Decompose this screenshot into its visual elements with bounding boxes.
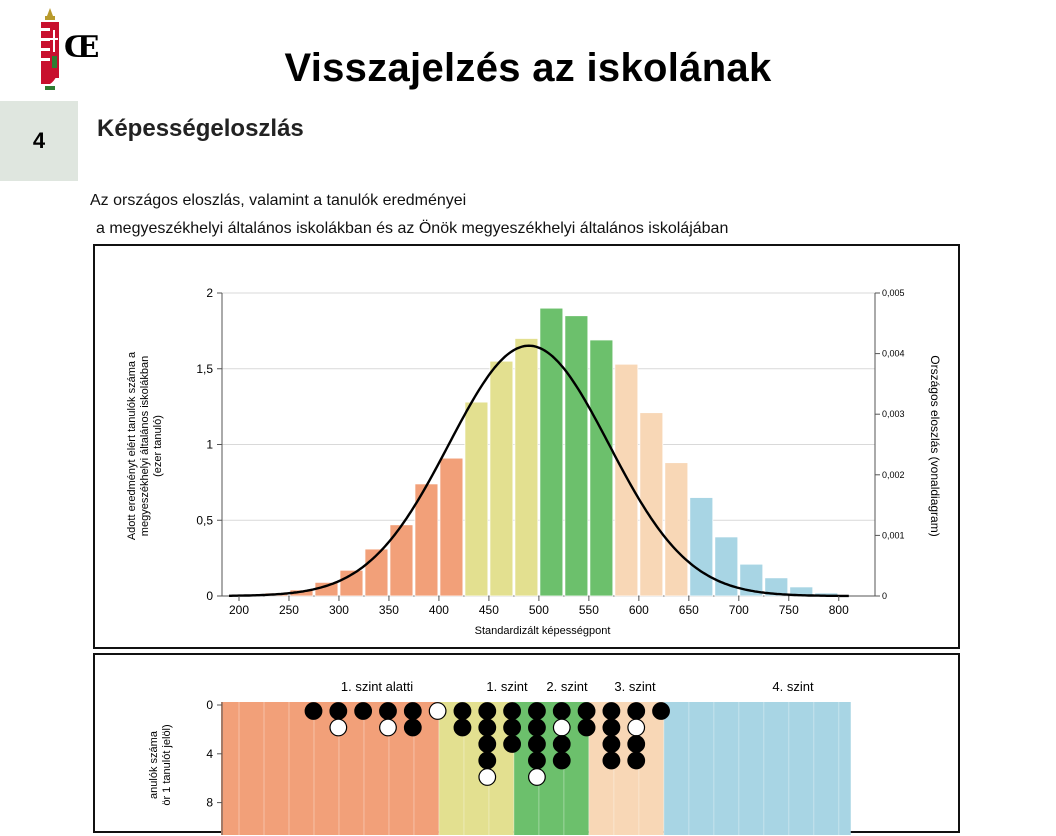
y-axis-title [148,724,173,805]
student-dot-filled [529,719,546,736]
page-title: Visszajelzés az iskolának [284,46,772,90]
student-dot-filled [355,703,372,720]
level-band [589,702,664,835]
student-dot-filled [479,719,496,736]
y2-tick-label: 0,003 [882,409,905,420]
y-axis-title-line: anulók száma [148,731,160,799]
x-tick-label: 200 [228,603,250,617]
y-tick-label: 0,5 [196,513,213,528]
chart-description-line-1: Az országos eloszlás, valamint a tanulók eredményei [90,192,467,209]
histogram-bar [540,308,563,596]
logo-text: Œ [64,30,100,65]
student-dot-filled [504,736,521,753]
x-tick-label: 750 [778,603,799,617]
student-dot-filled [553,752,570,769]
y-axis-title-line: Adott eredményt elért tanulók száma a [126,351,138,541]
dot-chart-panel [93,653,960,833]
histogram-bar [665,463,688,596]
level-band [514,702,589,835]
section-number: 4 [32,128,46,153]
x-tick-label: 550 [578,603,599,617]
student-dot-filled [628,736,645,753]
student-dot-filled [380,703,397,720]
y-tick-label: 1,5 [196,361,213,376]
histogram-chart [95,246,958,647]
level-label: 1. szint alatti [340,679,414,694]
student-dot-filled [504,703,521,720]
level-label: 1. szint [486,679,528,694]
student-dot-filled [454,703,471,720]
y2-tick-label: 0,002 [882,469,905,480]
y-tick-label: 2 [206,286,213,300]
student-dot-hollow [529,769,546,786]
y-tick-label: 0 [206,589,213,603]
y2-axis-title: Országos eloszlás (vonaldiagram) [928,355,942,537]
student-dot-filled [330,703,347,720]
student-dot-filled [578,703,595,720]
distribution-curve [229,346,849,596]
student-dot-filled [454,719,471,736]
student-dot-filled [405,703,422,720]
histogram-bar [465,402,488,596]
y-axis-title-line: ör 1 tanulót jelöl) [161,724,173,806]
histogram-bar [615,364,638,596]
student-dot-hollow [429,703,446,720]
y-tick-label: 0 [206,698,213,712]
histogram-panel [93,244,960,649]
chart-description-line-2: a megyeszékhelyi általános iskolákban és az Önök megyeszékhelyi általános iskolájában [96,220,729,237]
student-dot-filled [628,752,645,769]
histogram-bar [515,338,538,596]
x-tick-label: 450 [478,603,499,617]
student-dot-filled [529,703,546,720]
level-label: 2. szint [546,679,588,694]
section-title: Képességeloszlás [97,115,304,142]
student-dot-filled [578,719,595,736]
x-tick-label: 250 [278,603,299,617]
x-tick-label: 600 [628,603,649,617]
student-dot-filled [603,752,620,769]
y-axis-title [126,351,164,540]
student-dot-filled [405,719,422,736]
y2-tick-label: 0,004 [882,348,905,359]
student-dot-hollow [553,719,570,736]
student-dot-hollow [479,769,496,786]
y2-tick-label: 0 [882,591,888,601]
x-tick-label: 500 [528,603,549,617]
student-dot-filled [553,703,570,720]
student-dot-filled [603,736,620,753]
student-dot-filled [603,703,620,720]
y-tick-label: 1 [206,437,213,452]
student-dot-filled [553,736,570,753]
dot-chart [95,655,958,831]
student-dot-filled [628,703,645,720]
histogram-bar [440,458,463,596]
student-dot-filled [603,719,620,736]
student-dot-filled [529,752,546,769]
y2-tick-label: 0,005 [882,288,905,298]
student-dot-filled [529,736,546,753]
level-label: 4. szint [772,679,814,694]
student-dot-hollow [628,719,645,736]
level-band [439,702,514,835]
student-dot-filled [305,703,322,720]
student-dot-filled [479,752,496,769]
y-tick-label: 4 [206,746,213,761]
student-dot-filled [653,703,670,720]
y2-tick-label: 0,001 [882,530,905,541]
student-dot-hollow [380,719,397,736]
y-axis-title-line: (ezer tanuló) [152,415,164,477]
y-tick-label: 8 [206,795,213,810]
x-tick-label: 350 [378,603,399,617]
level-label: 3. szint [614,679,656,694]
histogram-bar [490,361,513,596]
histogram-bar [690,498,713,596]
x-axis-title: Standardizált képességpont [474,625,611,637]
student-dot-filled [504,719,521,736]
student-dot-hollow [330,719,347,736]
histogram-bar [565,316,588,596]
histogram-bar [590,340,613,596]
level-band [664,702,851,835]
student-dot-filled [479,703,496,720]
y-axis-title-line: megyeszékhelyi általános iskolákban [139,355,151,537]
x-tick-label: 700 [728,603,749,617]
student-dot-filled [479,736,496,753]
x-tick-label: 650 [678,603,699,617]
x-tick-label: 300 [328,603,349,617]
x-tick-label: 400 [428,603,449,617]
x-tick-label: 800 [828,603,849,617]
